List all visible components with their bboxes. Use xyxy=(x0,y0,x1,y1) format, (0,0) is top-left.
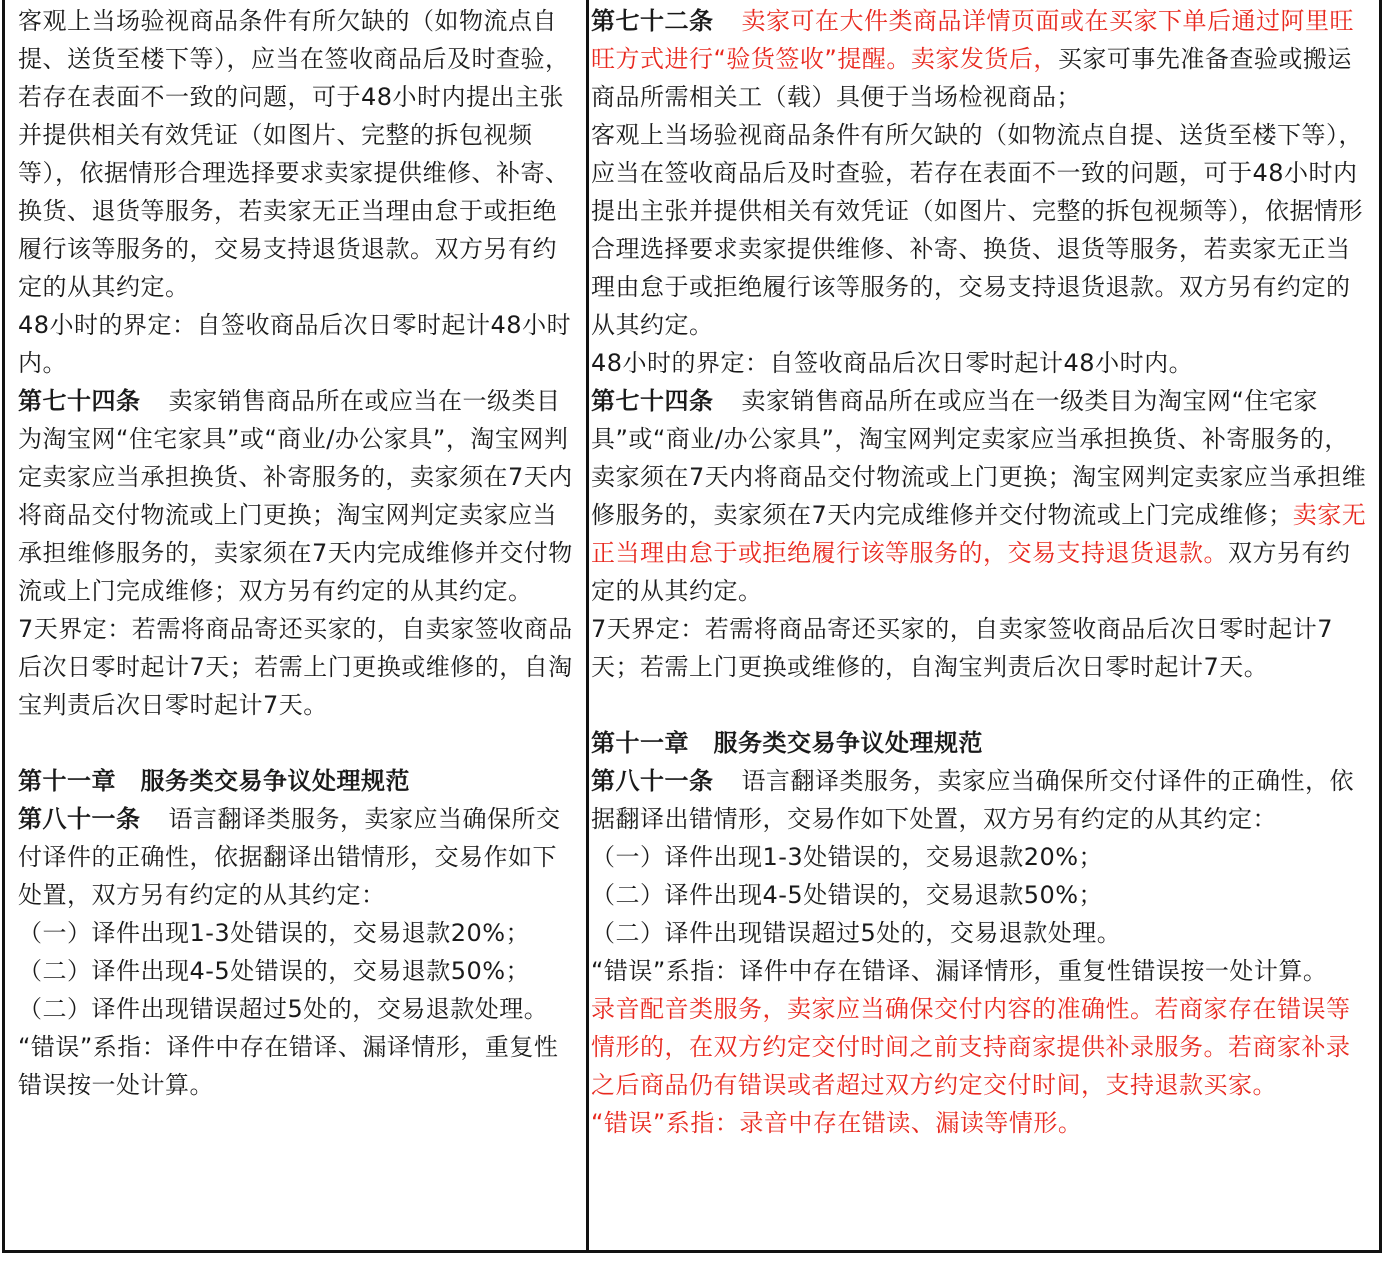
right-article-81-title: 第八十一条 xyxy=(591,767,714,795)
left-item-3: （二）译件出现错误超过5处的，交易退款处理。 xyxy=(18,995,549,1023)
right-item-2: （二）译件出现4-5处错误的，交易退款50%； xyxy=(591,881,1104,909)
left-intro-paragraph: 客观上当场验视商品条件有所欠缺的（如物流点自提、送货至楼下等），应当在签收商品后及时查验，若存在表面不一致的问题，可于48小时内提出主张并提供相关有效凭证（如图片、完整的拆包视频等），依据情形合理选择要求卖家提供维修、补寄、换货、退货等服务，若卖家无正当理由怠于或拒绝履行该等服务的，交易支持退货退款。双方另有约定的从其约定。 xyxy=(18,7,570,301)
right-article-72-highlight: 卖家可在大件类商品详情页面或在买家下单后通过阿里旺旺方式进行“验货签收”提醒。卖家发货后， xyxy=(591,7,1354,73)
right-column-new-rules xyxy=(591,2,1373,1142)
right-error-definition: “错误”系指：译件中存在错译、漏译情形，重复性错误按一处计算。 xyxy=(591,957,1328,985)
right-48h-definition: 48小时的界定：自签收商品后次日零时起计48小时内。 xyxy=(591,349,1194,377)
right-article-81 xyxy=(591,762,1373,838)
left-article-74-body: 卖家销售商品所在或应当在一级类目为淘宝网“住宅家具”或“商业/办公家具”，淘宝网判定卖家应当承担换货、补寄服务的，卖家须在7天内将商品交付物流或上门更换；淘宝网判定卖家应当承担维修服务的，卖家须在7天内完成维修并交付物流或上门完成维修；双方另有约定的从其约定。 xyxy=(18,387,573,605)
right-article-74 xyxy=(591,382,1373,610)
left-item-2: （二）译件出现4-5处错误的，交易退款50%； xyxy=(18,957,531,985)
right-chapter-11-title: 第十一章 服务类交易争议处理规范 xyxy=(591,729,983,757)
right-article-81-body: 语言翻译类服务，卖家应当确保所交付译件的正确性，依据翻译出错情形，交易作如下处置，双方另有约定的从其约定： xyxy=(591,767,1354,833)
left-error-definition: “错误”系指：译件中存在错译、漏译情形，重复性错误按一处计算。 xyxy=(18,1033,559,1099)
right-audio-error-definition: “错误”系指：录音中存在错读、漏读等情形。 xyxy=(591,1109,1083,1137)
left-48h-definition: 48小时的界定：自签收商品后次日零时起计48小时内。 xyxy=(18,311,572,377)
right-item-1: （一）译件出现1-3处错误的，交易退款20%； xyxy=(591,843,1104,871)
right-intro-paragraph: 客观上当场验视商品条件有所欠缺的（如物流点自提、送货至楼下等），应当在签收商品后及时查验，若存在表面不一致的问题，可于48小时内提出主张并提供相关有效凭证（如图片、完整的拆包视频等），依据情形合理选择要求卖家提供维修、补寄、换货、退货等服务，若卖家无正当理由怠于或拒绝履行该等服务的，交易支持退货退款。双方另有约定的从其约定。 xyxy=(591,121,1363,339)
left-article-81-body: 语言翻译类服务，卖家应当确保所交付译件的正确性，依据翻译出错情形，交易作如下处置，双方另有约定的从其约定： xyxy=(18,805,561,909)
right-article-74-highlight: 卖家无正当理由怠于或拒绝履行该等服务的，交易支持退货退款。 xyxy=(591,501,1367,567)
column-divider xyxy=(586,0,589,1253)
left-7day-definition: 7天界定：若需将商品寄还买家的，自卖家签收商品后次日零时起计7天；若需上门更换或维修的，自淘宝判责后次日零时起计7天。 xyxy=(18,615,573,719)
right-article-72 xyxy=(591,2,1373,116)
left-item-1: （一）译件出现1-3处错误的，交易退款20%； xyxy=(18,919,531,947)
right-audio-service-paragraph: 录音配音类服务，卖家应当确保交付内容的准确性。若商家存在错误等情形的，在双方约定交付时间之前支持商家提供补录服务。若商家补录之后商品仍有错误或者超过双方约定交付时间，支持退款买家。 xyxy=(591,995,1351,1099)
right-article-74-title: 第七十四条 xyxy=(591,387,714,415)
right-article-72-title: 第七十二条 xyxy=(591,7,714,35)
left-column-old-rules xyxy=(18,2,578,1104)
right-item-3: （二）译件出现错误超过5处的，交易退款处理。 xyxy=(591,919,1122,947)
right-article-74-body: 卖家销售商品所在或应当在一级类目为淘宝网“住宅家具”或“商业/办公家具”，淘宝网判定卖家应当承担换货、补寄服务的，卖家须在7天内将商品交付物流或上门更换；淘宝网判定卖家应当承担维修服务的，卖家须在7天内完成维修并交付物流或上门完成维修； xyxy=(591,387,1367,529)
right-article-72-body: 买家可事先准备查验或搬运商品所需相关工（载）具便于当场检视商品； xyxy=(591,45,1352,111)
left-article-81 xyxy=(18,800,578,914)
left-article-81-title: 第八十一条 xyxy=(18,805,141,833)
right-7day-definition: 7天界定：若需将商品寄还买家的，自卖家签收商品后次日零时起计7天；若需上门更换或维修的，自淘宝判责后次日零时起计7天。 xyxy=(591,615,1334,681)
left-chapter-11-title: 第十一章 服务类交易争议处理规范 xyxy=(18,767,410,795)
left-article-74-title: 第七十四条 xyxy=(18,387,141,415)
right-article-74-tail: 双方另有约定的从其约定。 xyxy=(591,539,1351,605)
left-article-74 xyxy=(18,382,578,610)
